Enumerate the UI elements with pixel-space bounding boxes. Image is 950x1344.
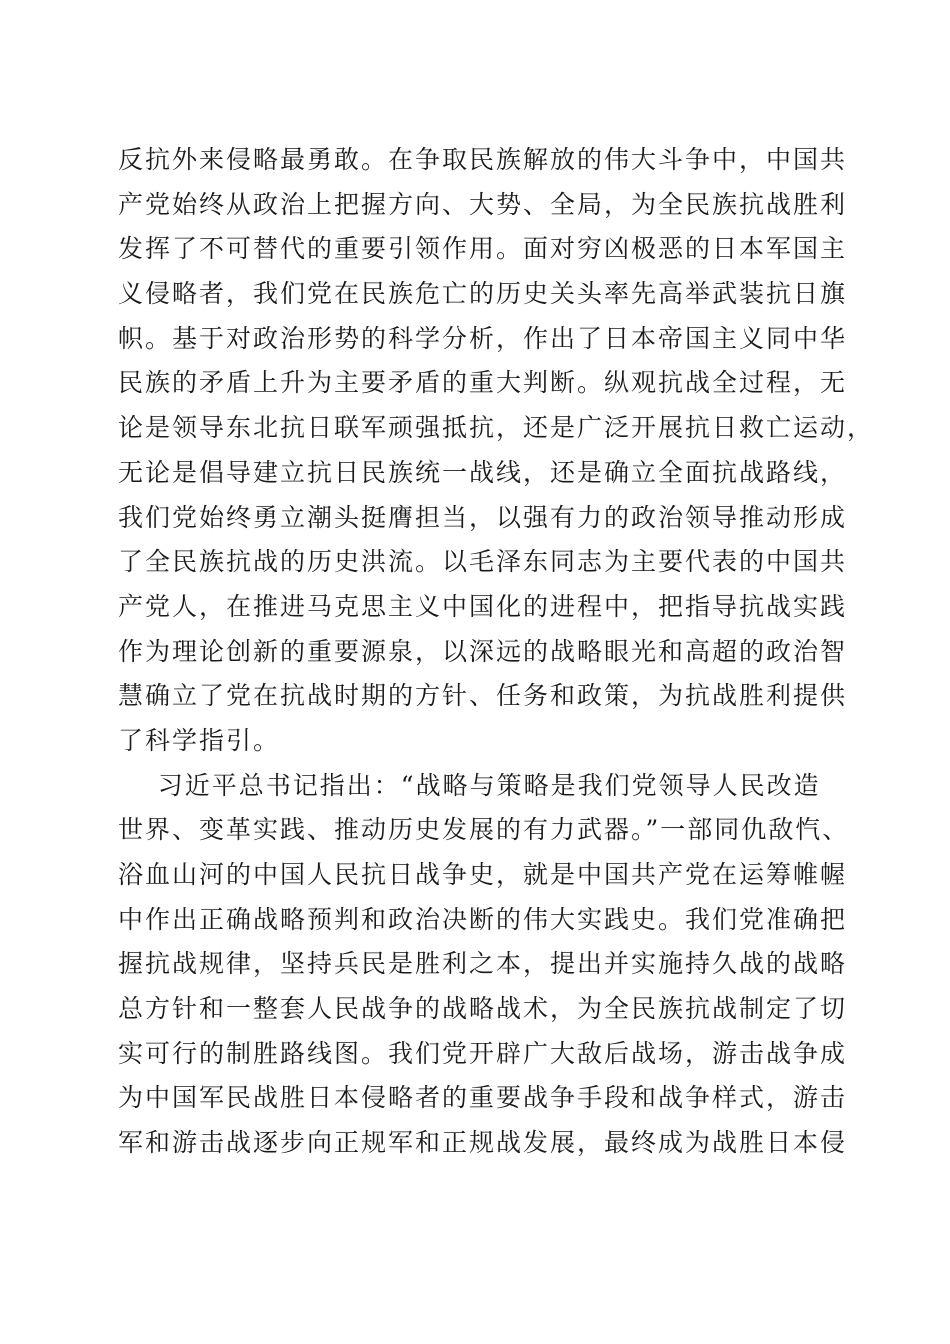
text-line: 中作出正确战略预判和政治决断的伟大实践史。我们党准确把 bbox=[118, 904, 848, 934]
text-line: 了科学指引。 bbox=[118, 725, 281, 755]
text-line: 民族的矛盾上升为主要矛盾的重大判断。纵观抗战全过程，无 bbox=[118, 368, 848, 398]
text-line: 总方针和一整套人民战争的战略战术，为全民族抗战制定了切 bbox=[118, 994, 848, 1024]
text-line: 我们党始终勇立潮头挺膺担当，以强有力的政治领导推动形成 bbox=[118, 502, 848, 532]
text-line: 军和游击战逐步向正规军和正规战发展，最终成为战胜日本侵 bbox=[118, 1128, 848, 1158]
text-line: 习近平总书记指出：“战略与策略是我们党领导人民改造 bbox=[118, 770, 821, 800]
text-line: 帜。基于对政治形势的科学分析，作出了日本帝国主义同中华 bbox=[118, 323, 848, 353]
text-line: 作为理论创新的重要源泉，以深远的战略眼光和高超的政治智 bbox=[118, 636, 848, 666]
text-line: 论是领导东北抗日联军顽强抵抗，还是广泛开展抗日救亡运动， bbox=[118, 413, 875, 443]
paragraph-2 bbox=[118, 764, 850, 1166]
paragraph-1 bbox=[118, 138, 875, 764]
text-line: 产党始终从政治上把握方向、大势、全局，为全民族抗战胜利 bbox=[118, 189, 848, 219]
document-body bbox=[118, 138, 875, 1166]
text-line: 了全民族抗战的历史洪流。以毛泽东同志为主要代表的中国共 bbox=[118, 547, 848, 577]
text-line: 反抗外来侵略最勇敢。在争取民族解放的伟大斗争中，中国共 bbox=[118, 145, 848, 174]
text-line: 无论是倡导建立抗日民族统一战线，还是确立全面抗战路线， bbox=[118, 457, 848, 487]
text-line: 世界、变革实践、推动历史发展的有力武器。”一部同仇敌忾、 bbox=[118, 815, 850, 845]
text-line: 义侵略者，我们党在民族危亡的历史关头率先高举武装抗日旗 bbox=[118, 279, 848, 309]
text-line: 为中国军民战胜日本侵略者的重要战争手段和战争样式，游击 bbox=[118, 1083, 848, 1113]
text-line: 握抗战规律，坚持兵民是胜利之本，提出并实施持久战的战略 bbox=[118, 949, 848, 979]
text-line: 慧确立了党在抗战时期的方针、任务和政策，为抗战胜利提供 bbox=[118, 681, 848, 711]
text-line: 发挥了不可替代的重要引领作用。面对穷凶极恶的日本军国主 bbox=[118, 234, 848, 264]
text-line: 浴血山河的中国人民抗日战争史，就是中国共产党在运筹帷幄 bbox=[118, 860, 848, 889]
text-line: 实可行的制胜路线图。我们党开辟广大敌后战场，游击战争成 bbox=[118, 1038, 848, 1068]
text-line: 产党人，在推进马克思主义中国化的进程中，把指导抗战实践 bbox=[118, 591, 848, 621]
